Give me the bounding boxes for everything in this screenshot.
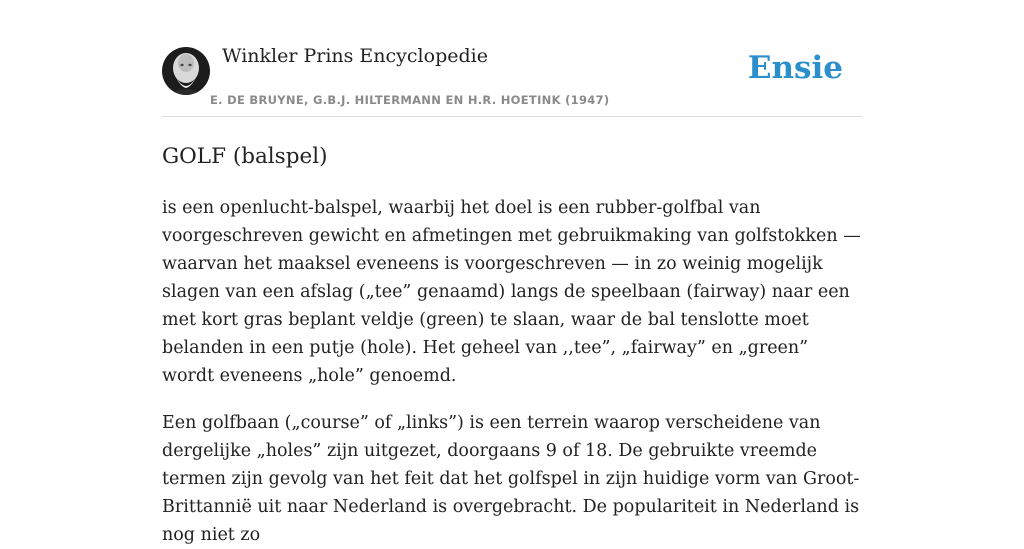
article-title: GOLF (balspel) — [162, 144, 328, 169]
brand-logo[interactable]: Ensie — [747, 50, 843, 86]
author-portrait-icon[interactable] — [162, 47, 210, 95]
author-byline: E. DE BRUYNE, G.B.J. HILTERMANN EN H.R. HOETINK (1947) — [210, 93, 610, 107]
article-paragraph: Een golfbaan („course” of „links”) is een terrein waarop verscheidene van dergelijke „holes” zijn uitgezet, doorgaans 9 of 18. De gebruikte vreemde termen zijn gevolg van het feit dat het golfspel in zijn huidige vorm van Groot-Brittannië uit naar Nederland is overgebracht. De populariteit in Nederland is nog niet zo — [162, 413, 860, 545]
article-paragraph: is een openlucht-balspel, waarbij het doel is een rubber-golfbal van voorgeschreven gewicht en afmetingen met gebruikmaking van golfstokken — waarvan het maaksel eveneens is voorgeschreven — in zo weinig mogelijk slagen van een afslag („tee” genaamd) langs de speelbaan (fairway) naar een met kort gras beplant veldje (green) te slaan, waar de bal tenslotte moet belanden in een putje (hole). Het geheel van ,,tee”, „fairway” en „green” wordt eveneens „hole” genoemd. — [162, 198, 861, 386]
header — [162, 0, 862, 117]
page-container — [162, 0, 862, 549]
site-title[interactable]: Winkler Prins Encyclopedie — [222, 45, 488, 67]
